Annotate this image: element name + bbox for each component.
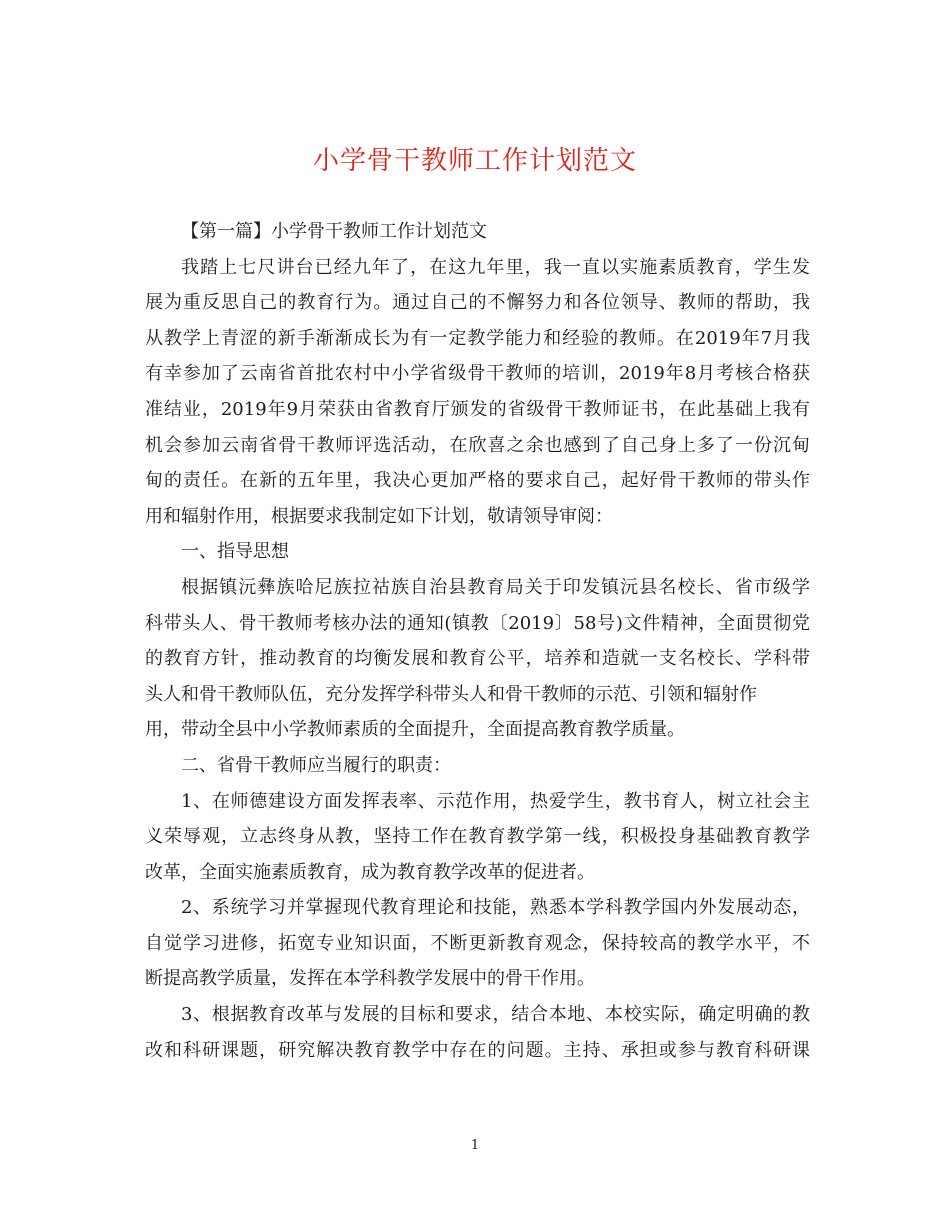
text-line: 的教育方针，推动教育的均衡发展和教育公平，培养和造就一支名校长、学科带 [145,648,810,670]
text-line: 机会参加云南省骨干教师评选活动，在欣喜之余也感到了自己身上多了一份沉甸 [145,434,810,456]
text-line: 改和科研课题，研究解决教育教学中存在的问题。主持、承担或参与教育科研课 [145,1039,810,1061]
text-line: 甸的责任。在新的五年里，我决心更加严格的要求自己，起好骨干教师的带头作 [145,470,810,492]
text-line: 义荣辱观，立志终身从教，坚持工作在教育教学第一线，积极投身基础教育教学 [145,826,810,848]
text-line: 根据镇沅彝族哈尼族拉祜族自治县教育局关于印发镇沅县名校长、省市级学 [181,576,810,598]
text-line: 3、根据教育改革与发展的目标和要求，结合本地、本校实际，确定明确的教 [181,1004,810,1026]
text-line: 头人和骨干教师队伍，充分发挥学科带头人和骨干教师的示范、引领和辐射作 [145,683,757,705]
text-line: 1、在师德建设方面发挥表率、示范作用，热爱学生，教书育人，树立社会主 [181,790,810,812]
text-line: 用，带动全县中小学教师素质的全面提升，全面提高教育教学质量。 [145,719,685,741]
section-heading: 【第一篇】小学骨干教师工作计划范文 [181,221,487,242]
section-heading: 一、指导思想 [181,541,289,563]
text-line: 准结业，2019年9月荣获由省教育厅颁发的省级骨干教师证书，在此基础上我有 [145,398,810,420]
text-line: 我踏上七尺讲台已经九年了，在这九年里，我一直以实施素质教育，学生发 [181,256,810,278]
text-line: 有幸参加了云南省首批农村中小学省级骨干教师的培训，2019年8月考核合格获 [145,363,810,385]
text-line: 断提高教学质量，发挥在本学科教学发展中的骨干作用。 [145,968,595,990]
document-title: 小学骨干教师工作计划范文 [312,146,637,176]
section-heading: 二、省骨干教师应当履行的职责： [181,754,451,776]
document-body [145,214,810,1068]
page-number: 1 [470,1138,480,1153]
text-line: 从教学上青涩的新手渐渐成长为有一定教学能力和经验的教师。在2019年7月我 [145,327,810,349]
text-line: 改革，全面实施素质教育，成为教育教学改革的促进者。 [145,861,595,883]
text-line: 自觉学习进修，拓宽专业知识面，不断更新教育观念，保持较高的教学水平，不 [145,932,810,954]
text-line: 展为重反思自己的教育行为。通过自己的不懈努力和各位领导、教师的帮助，我 [145,292,810,314]
text-line: 2、系统学习并掌握现代教育理论和技能，熟悉本学科教学国内外发展动态， [181,897,810,919]
text-line: 科带头人、骨干教师考核办法的通知(镇教〔2019〕58号)文件精神，全面贯彻党 [145,612,810,634]
text-line: 用和辐射作用，根据要求我制定如下计划，敬请领导审阅： [145,505,613,527]
